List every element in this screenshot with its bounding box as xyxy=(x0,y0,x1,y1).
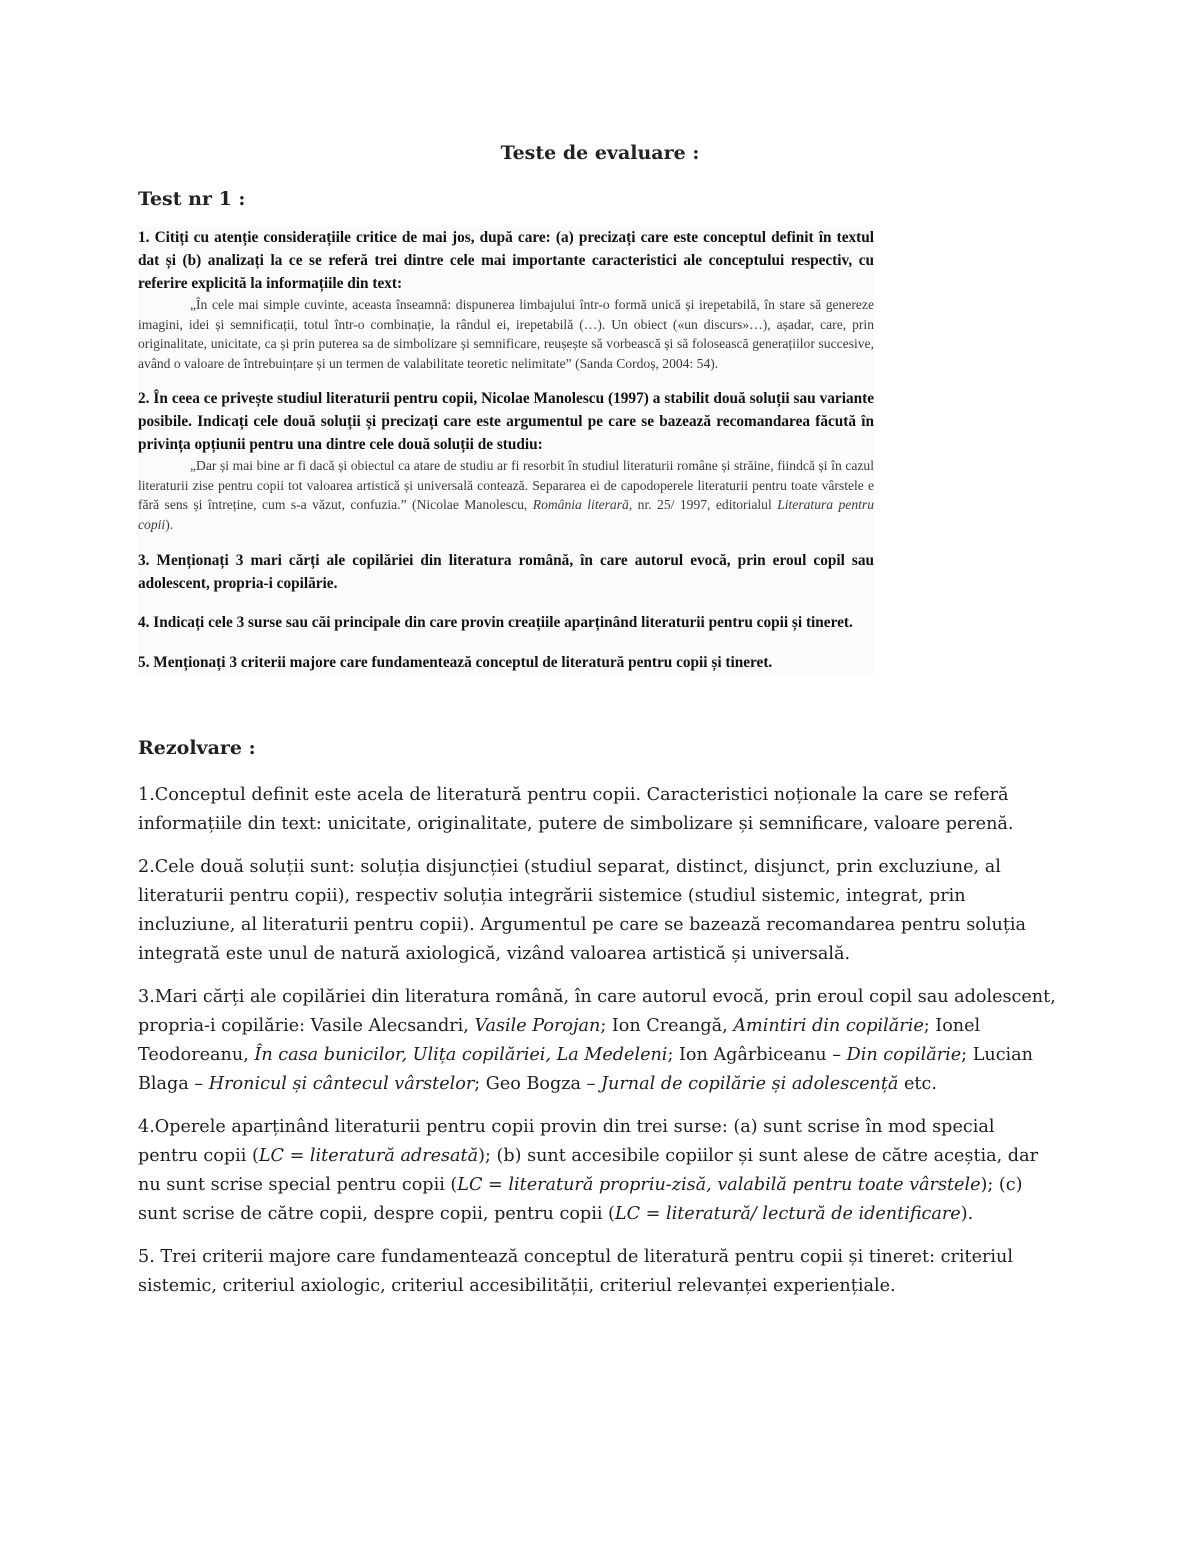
question-4: 4. Indicați cele 3 surse sau căi principale din care provin creațiile aparținând literaturii pentru copii și tineret. xyxy=(138,614,853,631)
answer-4 xyxy=(138,1113,1058,1229)
answer-text: ; Ionel Teodoreanu, xyxy=(138,1016,981,1065)
test-heading: Test nr 1 : xyxy=(138,188,246,210)
book-title: În casa bunicilor, Ulița copilăriei, La Medeleni xyxy=(254,1045,668,1065)
question-1-quote: „În cele mai simple cuvinte, aceasta înseamnă: dispunerea limbajului într-o formă unică și irepetabilă, în stare să genereze imagini, idei și semnificații, totul într-o combinație, la rândul ei, irepetabilă (…). Un obiect («un discurs»…), așadar, care, prin originalitate, unicitate, ca și prin puterea sa de simbolizare și semnificare, reușește să vorbească și să folosească generațiilor succesive, având o valoare de întrebuințare și un termen de valabilitate teoretic nelimitate” (Sanda Cordoș, 2004: 54). xyxy=(138,297,874,371)
question-2: 2. În ceea ce privește studiul literaturii pentru copii, Nicolae Manolescu (1997) a stabilit două soluții sau variante posibile. Indicați cele două soluții și precizați care este argumentul pe care se bazează recomandarea făcută în privința opțiunii pentru una dintre cele două soluții de studiu: xyxy=(138,390,874,453)
quote-source-title: România literară xyxy=(532,497,629,512)
answer-text: ; Geo Bogza – xyxy=(474,1074,601,1094)
answer-text: ; Ion Agârbiceanu – xyxy=(667,1045,847,1065)
book-title: Hronicul și cântecul vârstelor xyxy=(208,1074,475,1094)
answer-1: 1.Conceptul definit este acela de literatură pentru copii. Caracteristici noționale la care se referă informațiile din text: unicitate, originalitate, putere de simbolizare și semnificare, valoare perenă. xyxy=(138,785,1014,834)
answer-text: ); (b) sunt accesibile copiilor și sunt alese de către aceștia, dar nu sunt scrise special pentru copii ( xyxy=(138,1146,1038,1195)
quote-text: „Dar și mai bine ar fi dacă și obiectul ca atare de studiu ar fi resorbit în studiul literaturii române și străine, fiindcă și în cazul literaturii zise pentru copii tot valoarea artistică și universală contează. Separarea ei de capodoperele literaturii pentru toate vârstele e fără sens și întreține, cum s-a văzut, confuzia.” (Nicolae Manolescu, xyxy=(138,458,874,512)
answer-term: LC = literatură propriu-zisă, valabilă pentru toate vârstele xyxy=(457,1175,981,1195)
answer-text: etc. xyxy=(898,1074,937,1094)
answer-text: 3.Mari cărți ale copilăriei din literatura română, în care autorul evocă, prin eroul copil sau adolescent, propria-i copilărie: Vasile Alecsandri, xyxy=(138,987,1056,1036)
answer-5: 5. Trei criterii majore care fundamentează conceptul de literatură pentru copii și tineret: criteriul sistemic, criteriul axiologic, criteriul accesibilității, criteriul relevanței experiențiale. xyxy=(138,1247,1014,1296)
answer-term: LC = literatură adresată xyxy=(258,1146,479,1166)
answer-text: ; Lucian Blaga – xyxy=(138,1045,1034,1094)
book-title: Din copilărie xyxy=(846,1045,962,1065)
rezolvare-heading: Rezolvare : xyxy=(138,737,256,759)
question-3: 3. Menționați 3 mari cărți ale copilăriei din literatura română, în care autorul evocă, prin eroul copil sau adolescent, propria-i copilărie. xyxy=(138,552,874,592)
question-2-quote xyxy=(138,456,874,534)
answer-3 xyxy=(138,983,1058,1099)
document-title: Teste de evaluare : xyxy=(500,142,700,164)
answer-2: 2.Cele două soluții sunt: soluția disjuncției (studiul separat, distinct, disjunct, prin excluziune, al literaturii pentru copii), respectiv soluția integrării sistemice (studiul sistemic, integrat, prin incluziune, al literaturii pentru copii). Argumentul pe care se bazează recomandarea pentru soluția integrată este unul de natură axiologică, vizând valoarea artistică și universală. xyxy=(138,857,1027,964)
quote-text: ). xyxy=(165,516,174,532)
book-title: Vasile Porojan xyxy=(474,1016,601,1036)
question-5: 5. Menționați 3 criterii majore care fundamentează conceptul de literatură pentru copii și tineret. xyxy=(138,654,773,671)
question-1: 1. Citiți cu atenție considerațiile critice de mai jos, după care: (a) precizați care este conceptul definit în textul dat și (b) analizați la ce se referă trei dintre cele mai importante caracteristici ale conceptului respectiv, cu referire explicită la informațiile din text: xyxy=(138,229,874,292)
book-title: Amintiri din copilărie xyxy=(733,1016,924,1036)
quote-editorial-title: Literatura pentru copii xyxy=(138,497,875,532)
answers-section xyxy=(138,781,1058,1315)
answer-term: LC = literatură/ lectură de identificare xyxy=(614,1204,961,1224)
answer-text: 4.Operele aparținând literaturii pentru copii provin din trei surse: (a) sunt scrise în mod special pentru copii ( xyxy=(138,1117,995,1166)
answer-text: ; Ion Creangă, xyxy=(600,1016,734,1036)
answer-text: ). xyxy=(960,1204,974,1224)
scanned-questions-image xyxy=(138,226,874,674)
book-title: Jurnal de copilărie și adolescență xyxy=(600,1074,899,1094)
answer-text: ); (c) sunt scrise de către copii, despre copii, pentru copii ( xyxy=(138,1175,1023,1224)
quote-text: , nr. 25/ 1997, editorialul xyxy=(628,497,778,512)
